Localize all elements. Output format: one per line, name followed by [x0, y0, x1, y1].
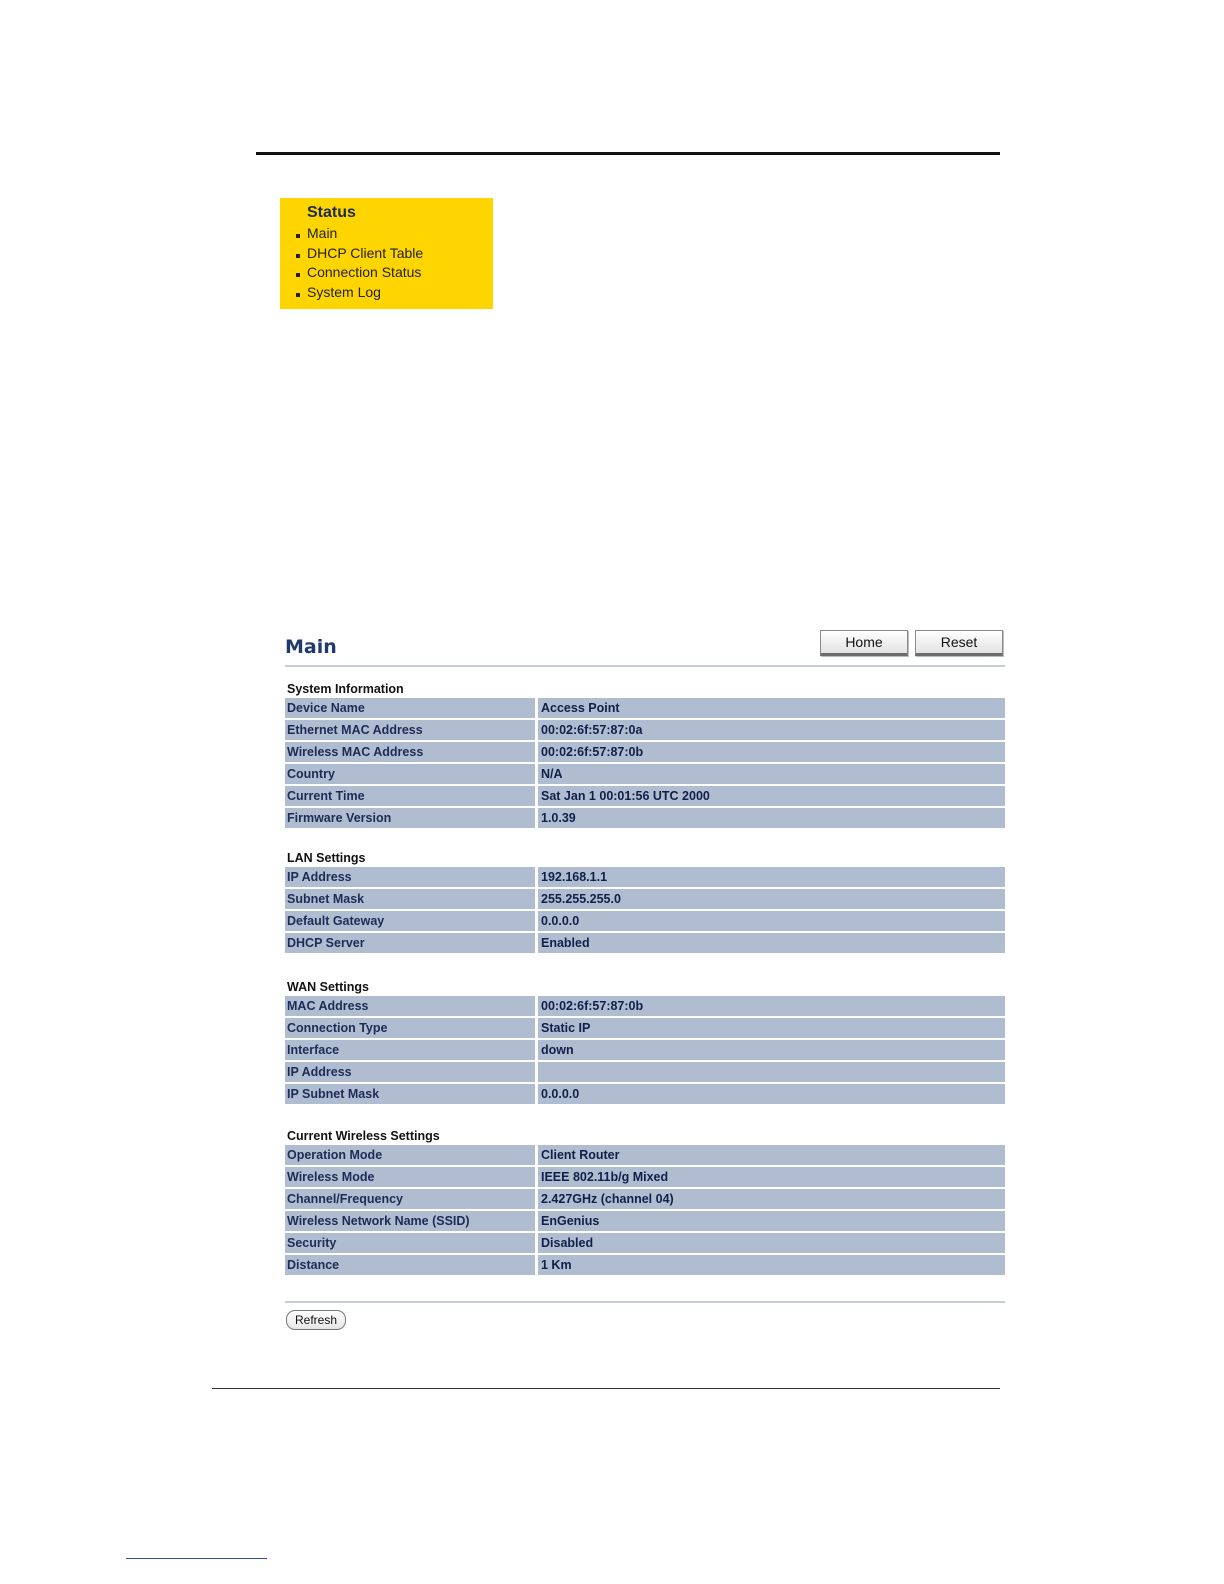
panel-footer-divider: [285, 1301, 1005, 1303]
row-label: Current Time: [285, 786, 535, 806]
row-label: Ethernet MAC Address: [285, 720, 535, 740]
row-value: Sat Jan 1 00:01:56 UTC 2000: [538, 786, 1005, 806]
row-label: Channel/Frequency: [285, 1189, 535, 1209]
table-row: [285, 933, 1005, 953]
table-row: [285, 808, 1005, 828]
status-menu-list: [294, 224, 423, 302]
status-menu-item-dhcp-client-table[interactable]: [294, 244, 423, 264]
row-value: N/A: [538, 764, 1005, 784]
table-row: [285, 1233, 1005, 1253]
row-label: Default Gateway: [285, 911, 535, 931]
footnote-rule: [126, 1558, 267, 1559]
table-row: [285, 1167, 1005, 1187]
row-label: Distance: [285, 1255, 535, 1275]
row-value: 2.427GHz (channel 04): [538, 1189, 1005, 1209]
row-value: 0.0.0.0: [538, 1084, 1005, 1104]
row-value: Client Router: [538, 1145, 1005, 1165]
row-value: 255.255.255.0: [538, 889, 1005, 909]
row-value: 192.168.1.1: [538, 867, 1005, 887]
section-title: Current Wireless Settings: [287, 1129, 440, 1143]
title-divider: [285, 665, 1005, 667]
table-row: [285, 911, 1005, 931]
section-current-wireless-settings: [285, 1127, 1005, 1277]
bullet-icon: [296, 234, 300, 238]
row-value: 00:02:6f:57:87:0b: [538, 742, 1005, 762]
table-row: [285, 764, 1005, 784]
row-value: Disabled: [538, 1233, 1005, 1253]
row-value: IEEE 802.11b/g Mixed: [538, 1167, 1005, 1187]
status-menu-item-label: DHCP Client Table: [307, 244, 424, 261]
status-menu-item-connection-status[interactable]: [294, 263, 423, 283]
row-label: DHCP Server: [285, 933, 535, 953]
section-title: System Information: [287, 682, 404, 696]
row-label: Wireless Mode: [285, 1167, 535, 1187]
row-value: Access Point: [538, 698, 1005, 718]
row-value: 00:02:6f:57:87:0b: [538, 996, 1005, 1016]
section-title: WAN Settings: [287, 980, 369, 994]
row-label: Country: [285, 764, 535, 784]
row-label: Subnet Mask: [285, 889, 535, 909]
row-label: Security: [285, 1233, 535, 1253]
section-title: LAN Settings: [287, 851, 366, 865]
status-menu-title: Status: [307, 204, 356, 221]
row-value: down: [538, 1040, 1005, 1060]
status-menu-item-label: Connection Status: [307, 264, 422, 280]
row-label: IP Address: [285, 1062, 535, 1082]
top-rule: [256, 152, 1000, 155]
section-wan-settings: [285, 978, 1005, 1106]
refresh-button[interactable]: Refresh: [286, 1310, 346, 1330]
row-label: Firmware Version: [285, 808, 535, 828]
row-value: EnGenius: [538, 1211, 1005, 1231]
status-menu: [280, 198, 493, 309]
status-menu-item-main[interactable]: [294, 224, 423, 244]
row-label: Wireless Network Name (SSID): [285, 1211, 535, 1231]
table-row: [285, 1018, 1005, 1038]
page-footer-rule: [212, 1388, 1000, 1389]
table-row: [285, 1062, 1005, 1082]
status-menu-item-label: Main: [307, 225, 338, 241]
table-row: [285, 1145, 1005, 1165]
status-menu-item-system-log[interactable]: [294, 283, 423, 303]
table-row: [285, 698, 1005, 718]
row-label: MAC Address: [285, 996, 535, 1016]
bullet-icon: [296, 254, 300, 258]
reset-button[interactable]: Reset: [915, 630, 1003, 656]
table-row: [285, 786, 1005, 806]
page-title: Main: [285, 636, 337, 658]
section-system-information: [285, 680, 1005, 830]
table-row: [285, 1255, 1005, 1275]
table-row: [285, 1211, 1005, 1231]
row-label: IP Subnet Mask: [285, 1084, 535, 1104]
section-lan-settings: [285, 849, 1005, 955]
row-label: Operation Mode: [285, 1145, 535, 1165]
row-label: Connection Type: [285, 1018, 535, 1038]
table-row: [285, 720, 1005, 740]
bullet-icon: [296, 273, 300, 277]
row-label: IP Address: [285, 867, 535, 887]
table-row: [285, 996, 1005, 1016]
row-label: Interface: [285, 1040, 535, 1060]
home-button[interactable]: Home: [820, 630, 908, 656]
table-row: [285, 889, 1005, 909]
row-value: Enabled: [538, 933, 1005, 953]
table-row: [285, 742, 1005, 762]
row-value: Static IP: [538, 1018, 1005, 1038]
row-value: 1.0.39: [538, 808, 1005, 828]
row-value: 00:02:6f:57:87:0a: [538, 720, 1005, 740]
table-row: [285, 1189, 1005, 1209]
row-value: 1 Km: [538, 1255, 1005, 1275]
table-row: [285, 1040, 1005, 1060]
row-value: 0.0.0.0: [538, 911, 1005, 931]
table-row: [285, 867, 1005, 887]
row-label: Wireless MAC Address: [285, 742, 535, 762]
row-label: Device Name: [285, 698, 535, 718]
status-menu-item-label: System Log: [307, 283, 381, 300]
row-value: [538, 1062, 1005, 1082]
bullet-icon: [296, 293, 300, 297]
table-row: [285, 1084, 1005, 1104]
